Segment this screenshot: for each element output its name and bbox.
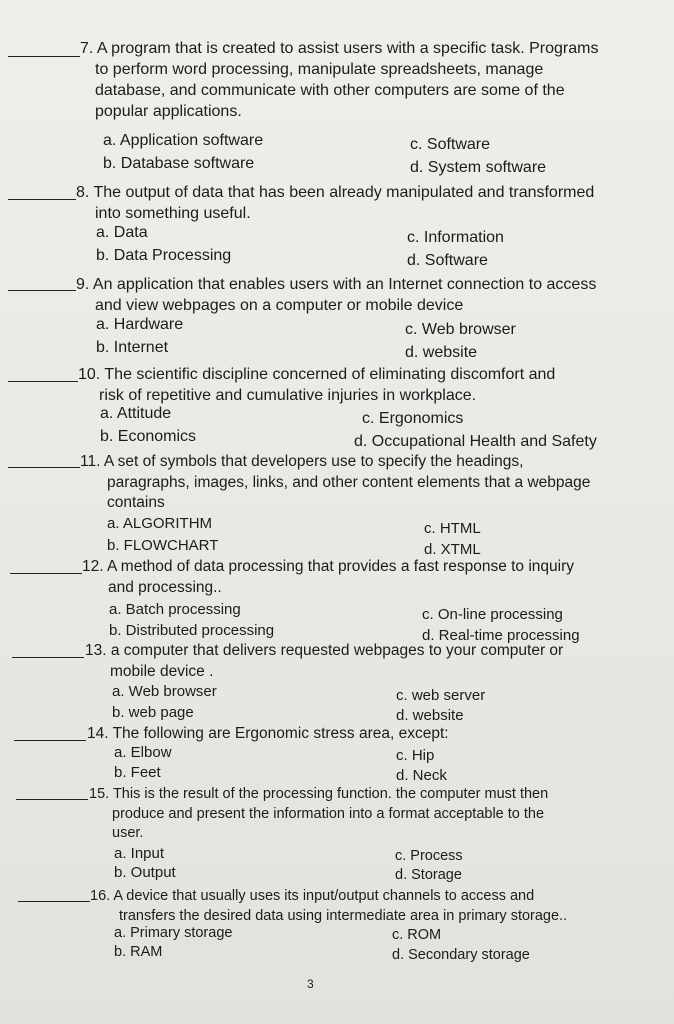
option-d: d. Storage xyxy=(395,867,462,883)
option-c: c. On-line processing xyxy=(422,606,563,623)
question-10-stem: 10. The scientific discipline concerned of eliminating discomfort and risk of repetitive and cumulative injuries in workplace. xyxy=(78,366,556,404)
option-a: a. Input xyxy=(114,845,165,862)
option-b: b. web page xyxy=(112,704,194,721)
option-d: d. XTML xyxy=(424,541,481,558)
option-d: d. Neck xyxy=(396,767,447,784)
option-d: d. System software xyxy=(410,159,547,176)
question-number: 10. xyxy=(78,366,101,383)
option-c: c. Software xyxy=(410,136,491,153)
question-12-stem: 12. A method of data processing that provides a fast response to inquiry and processing.. xyxy=(82,558,575,596)
answer-blank-14[interactable] xyxy=(14,740,86,741)
answer-blank-9[interactable] xyxy=(8,290,76,291)
question-number: 7. xyxy=(80,40,94,57)
option-b: b. Database software xyxy=(103,155,255,172)
answer-blank-13[interactable] xyxy=(12,657,84,658)
question-number: 16. xyxy=(90,888,111,904)
question-7-stem: 7. A program that is created to assist users with a specific task. Programs to perform word processing, manipulate spreadsheets, manage database, and communicate with other computers are some of the popular applications. xyxy=(80,40,599,120)
option-b: b. FLOWCHART xyxy=(107,537,219,554)
option-d: d. Secondary storage xyxy=(392,947,530,963)
option-b: b. Data Processing xyxy=(96,247,232,264)
option-a: a. Web browser xyxy=(112,683,217,700)
option-a: a. Primary storage xyxy=(114,925,233,941)
question-15-stem: 15. This is the result of the processing function. the computer must then produce and present the information into a format acceptable to the user. xyxy=(89,786,549,841)
option-c: c. web server xyxy=(396,687,486,704)
option-d: d. website xyxy=(396,707,464,724)
option-a: a. Hardware xyxy=(96,316,184,333)
question-number: 8. xyxy=(76,184,90,201)
option-d: d. Software xyxy=(407,252,488,269)
answer-blank-7[interactable] xyxy=(8,56,80,57)
answer-blank-10[interactable] xyxy=(8,381,78,382)
option-b: b. Distributed processing xyxy=(109,622,275,639)
option-a: a. ALGORITHM xyxy=(107,515,213,532)
option-c: c. HTML xyxy=(424,520,481,537)
option-a: a. Data xyxy=(96,224,148,241)
option-c: c. Hip xyxy=(396,747,435,764)
option-c: c. Process xyxy=(395,848,463,864)
question-number: 14. xyxy=(87,725,109,742)
option-b: b. RAM xyxy=(114,944,163,960)
option-d: d. Real-time processing xyxy=(422,627,580,644)
answer-blank-11[interactable] xyxy=(8,467,80,468)
option-b: b. Output xyxy=(114,864,176,881)
question-number: 13. xyxy=(85,642,107,659)
option-a: a. Application software xyxy=(103,132,264,149)
question-9-stem: 9. An application that enables users with an Internet connection to access and view webpages on a computer or mobile device xyxy=(76,276,597,314)
answer-blank-16[interactable] xyxy=(18,901,90,902)
option-d: d. website xyxy=(405,344,478,361)
option-a: a. Attitude xyxy=(100,405,172,422)
question-number: 15. xyxy=(89,786,110,802)
option-c: c. Ergonomics xyxy=(362,410,464,427)
question-number: 9. xyxy=(76,276,90,293)
option-c: c. ROM xyxy=(392,927,442,943)
answer-blank-15[interactable] xyxy=(16,799,88,800)
question-11-stem: 11. A set of symbols that developers use to specify the headings, paragraphs, images, links, and other content elements that a webpage contains xyxy=(80,453,591,511)
question-14-stem: 14. The following are Ergonomic stress area, except: xyxy=(87,725,449,742)
option-b: b. Economics xyxy=(100,428,197,445)
option-c: c. Information xyxy=(407,229,504,246)
option-c: c. Web browser xyxy=(405,321,516,338)
question-number: 11. xyxy=(80,453,101,470)
question-13-stem: 13. a computer that delivers requested webpages to your computer or mobile device . xyxy=(85,642,564,680)
option-a: a. Elbow xyxy=(114,744,172,761)
question-number: 12. xyxy=(82,558,104,575)
answer-blank-8[interactable] xyxy=(8,199,76,200)
page-number: 3 xyxy=(307,977,314,991)
option-b: b. Feet xyxy=(114,764,161,781)
option-d: d. Occupational Health and Safety xyxy=(354,433,597,450)
question-16-stem: 16. A device that usually uses its input/output channels to access and transfers the desired data using intermediate area in primary storage.. xyxy=(90,888,568,924)
option-b: b. Internet xyxy=(96,339,169,356)
answer-blank-12[interactable] xyxy=(10,573,82,574)
question-8-stem: 8. The output of data that has been already manipulated and transformed into something useful. xyxy=(76,184,595,222)
option-a: a. Batch processing xyxy=(109,601,241,618)
